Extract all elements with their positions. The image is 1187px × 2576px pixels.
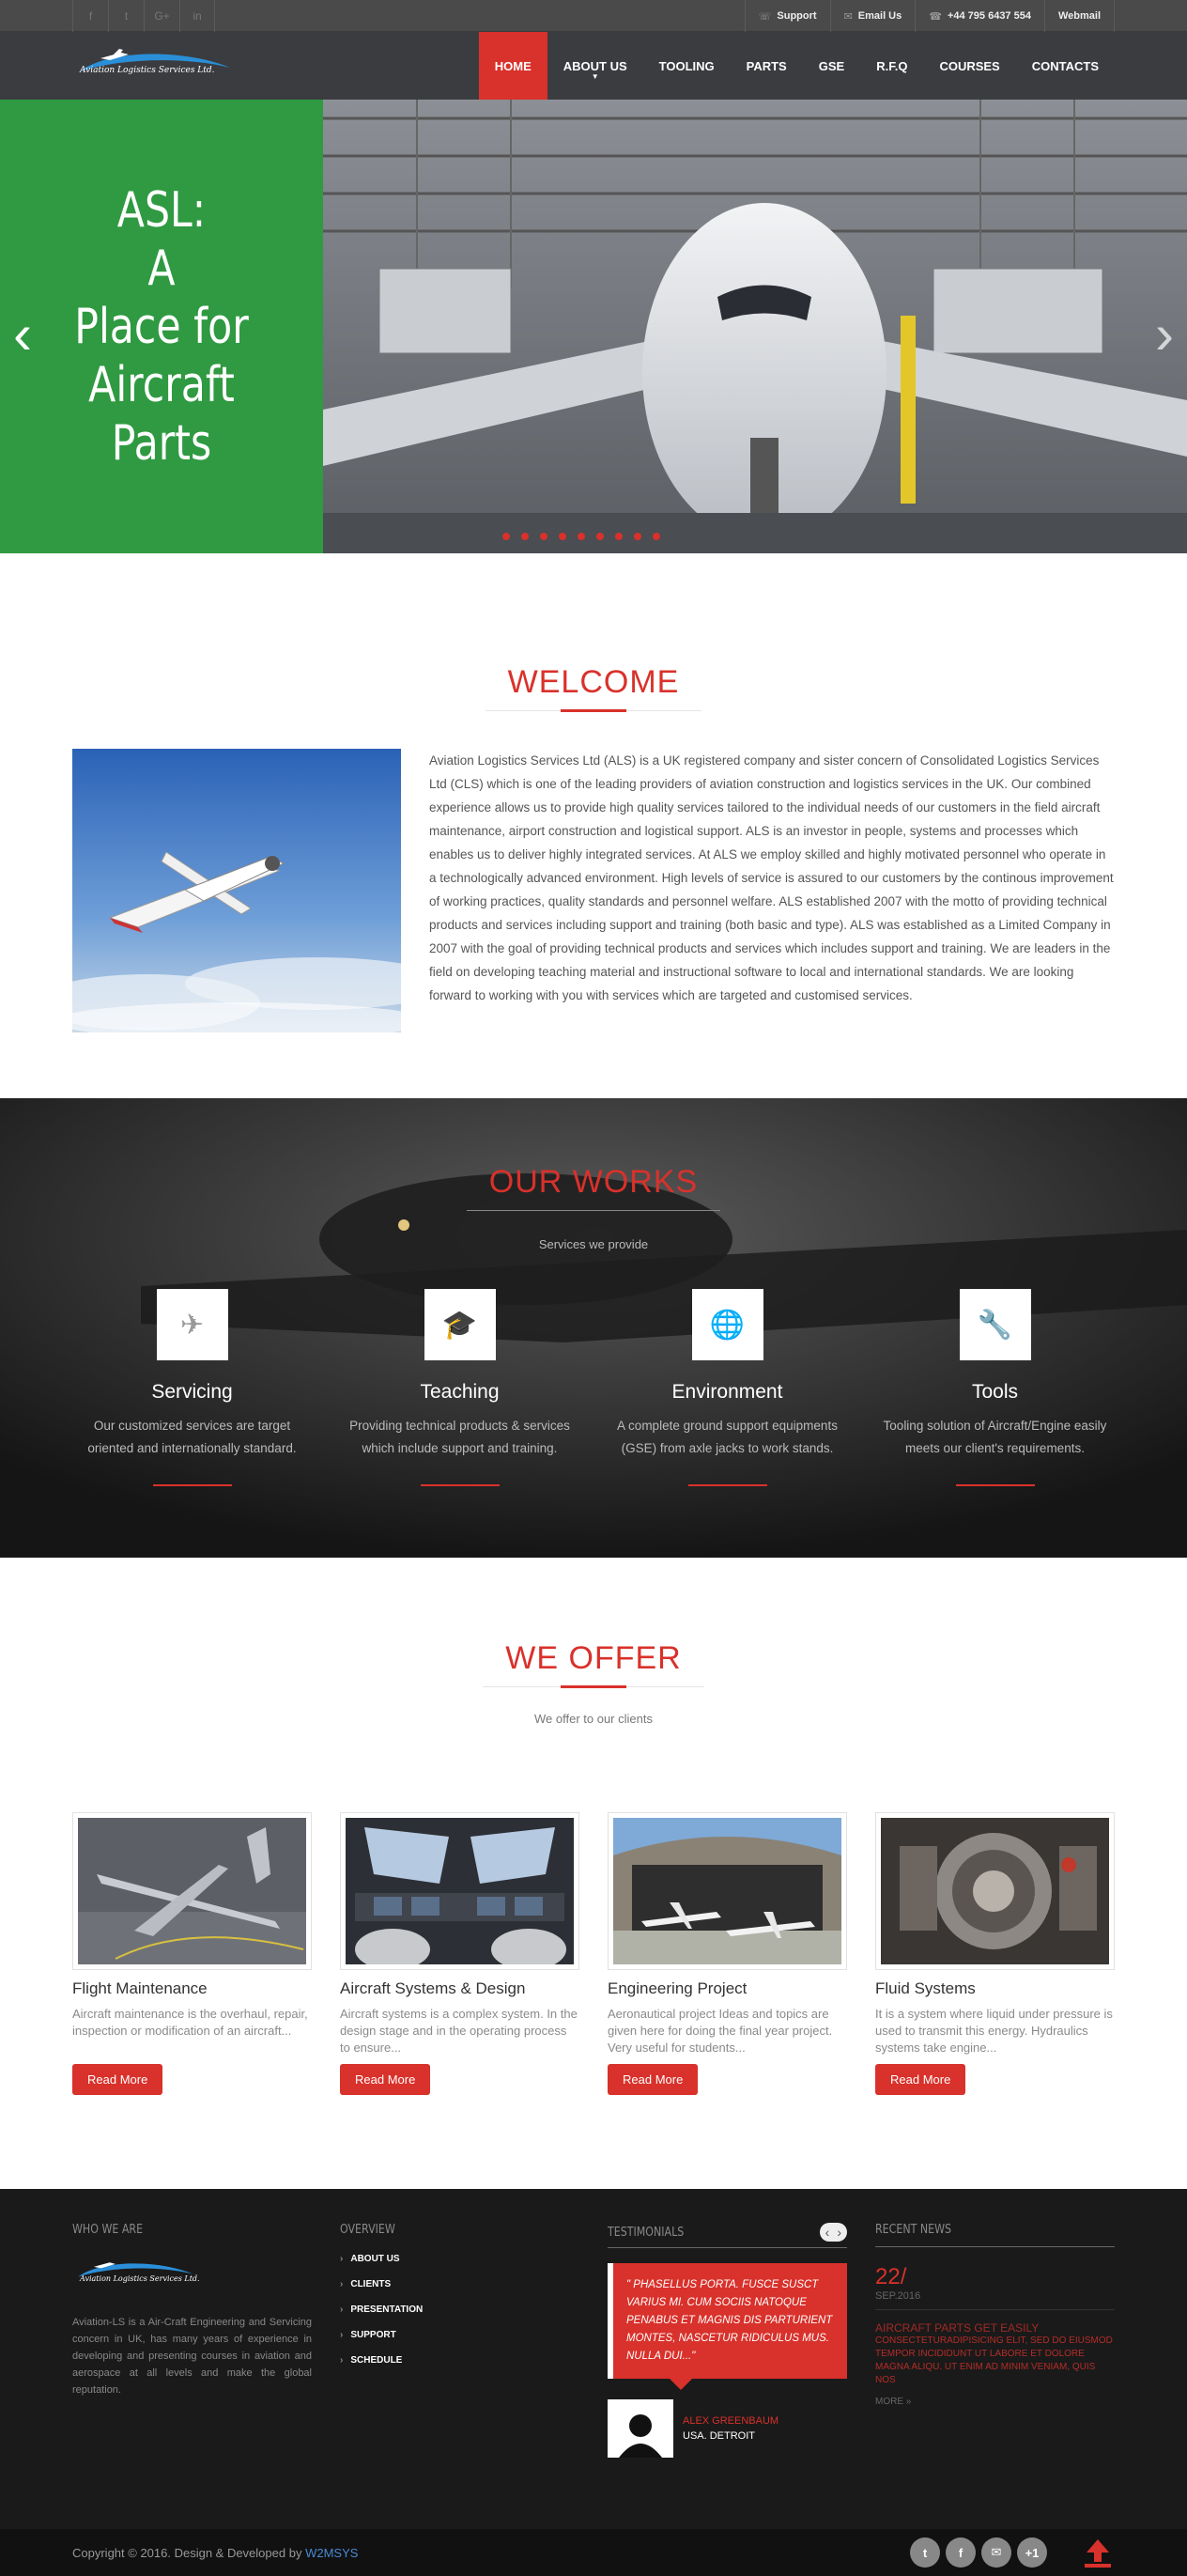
welcome-airplane-image xyxy=(72,749,401,1032)
facebook-icon[interactable]: f xyxy=(946,2537,976,2568)
support-icon: ☏ xyxy=(758,10,772,23)
slider-dot[interactable] xyxy=(578,533,585,540)
logo-swoosh-icon xyxy=(72,2254,194,2291)
developer-link[interactable]: W2MSYS xyxy=(305,2545,359,2560)
footer-link-presentation[interactable]: › PRESENTATION xyxy=(340,2297,579,2322)
works-subtitle: Services we provide xyxy=(538,1237,649,1251)
scroll-to-top-icon[interactable] xyxy=(1081,2536,1115,2569)
offer-image[interactable] xyxy=(608,1812,847,1970)
twitter-icon[interactable]: t xyxy=(108,0,144,32)
nav-gse[interactable]: GSE xyxy=(818,58,845,73)
engine-image xyxy=(881,1818,1109,1964)
airplane-icon: ✈ xyxy=(157,1289,228,1360)
read-more-button[interactable]: Read More xyxy=(72,2064,162,2095)
footer-link-about-us[interactable]: › ABOUT US xyxy=(340,2246,579,2272)
top-bar xyxy=(0,0,1187,32)
read-more-button[interactable]: Read More xyxy=(875,2064,965,2095)
person-silhouette-icon xyxy=(617,2409,664,2458)
caret-down-icon: ▼ xyxy=(591,72,599,81)
slider-dot[interactable] xyxy=(521,533,529,540)
footer-testimonials: TESTIMONIALS ‹ › " PHASELLUS PORTA. FUSCE SUSCT VARIUS MI. CUM SOCIIS NATOQUE PENABUS ET MAGNIS DIS PARTURIENT MONTES, NASCETUR RIDICULUS MUS. NULLA DUI..." ALEX GREENBAUM USA. DETROIT xyxy=(608,2223,847,2458)
work-item: 🌐 Environment A complete ground support equipments (GSE) from axle jacks to work stands. xyxy=(608,1289,847,1486)
offer-card: Fluid Systems It is a system where liquid under pressure is used to transmit this energy. Hydraulics systems take engine... Read More xyxy=(875,1812,1115,2095)
testimonial-location: USA. DETROIT xyxy=(683,2430,756,2442)
footer-recent-news: RECENT NEWS 22/ SEP.2016 AIRCRAFT PARTS GET EASILY CONSECTETURADIPISICING ELIT, SED DO EIUSMOD TEMPOR INCIDIDUNT UT LABORE ET DOLORE MAGNA ALIQU. UT ENIM AD MINIM VENIAM, QUIS NOS MORE » xyxy=(875,2223,1115,2458)
nav-rfq[interactable]: R.F.Q xyxy=(876,58,908,73)
nav-parts[interactable]: PARTS xyxy=(746,58,787,73)
footer-link-schedule[interactable]: › SCHEDULE xyxy=(340,2348,579,2373)
chevron-left-icon[interactable]: ‹ xyxy=(825,2225,830,2240)
footer-logo[interactable]: Aviation Logistics Services Ltd. xyxy=(72,2254,232,2299)
slider-dot[interactable] xyxy=(596,533,604,540)
slider-next-icon[interactable]: › xyxy=(1155,303,1174,365)
offer-image[interactable] xyxy=(72,1812,312,1970)
divider xyxy=(153,1484,232,1486)
site-logo[interactable]: Aviation Logistics Services Ltd. xyxy=(72,43,232,88)
works-section xyxy=(0,1098,1187,1558)
offer-card: Flight Maintenance Aircraft maintenance is the overhaul, repair, inspection or modification of an aircraft... Read More xyxy=(72,1812,312,2095)
linkedin-icon[interactable]: in xyxy=(179,0,215,32)
slider-dot[interactable] xyxy=(653,533,660,540)
divider xyxy=(421,1484,500,1486)
works-title: OUR WORKS xyxy=(467,1164,720,1211)
offer-card: Aircraft Systems & Design Aircraft systems is a complex system. In the design stage and in the operating process to ensure... Read More xyxy=(340,1812,579,2095)
offer-card: Engineering Project Aeronautical project Ideas and topics are given here for doing the final year project. Very useful for students... Read More xyxy=(608,1812,847,2095)
offer-title: WE OFFER xyxy=(483,1640,703,1687)
cockpit-image xyxy=(346,1818,574,1964)
slider-prev-icon[interactable]: ‹ xyxy=(13,303,32,365)
footer-social-links xyxy=(910,2536,1115,2569)
facebook-icon[interactable]: f xyxy=(72,0,108,32)
hero-caption-panel xyxy=(0,100,323,553)
wrench-icon: 🔧 xyxy=(960,1289,1031,1360)
nav-courses[interactable]: COURSES xyxy=(939,58,1000,73)
read-more-button[interactable]: Read More xyxy=(340,2064,430,2095)
hangar-image xyxy=(613,1818,841,1964)
nav-home[interactable]: HOME xyxy=(479,32,547,100)
welcome-title: WELCOME xyxy=(486,664,702,711)
hero-slider xyxy=(0,100,1187,553)
footer-link-clients[interactable]: › CLIENTS xyxy=(340,2272,579,2297)
top-links xyxy=(745,0,1115,32)
globe-icon: 🌐 xyxy=(692,1289,763,1360)
copyright-text: Copyright © 2016. Design & Developed by W2MSYS xyxy=(72,2545,359,2560)
offer-image[interactable] xyxy=(875,1812,1115,1970)
footer-overview: OVERVIEW › ABOUT US › CLIENTS › PRESENTATION › SUPPORT › SCHEDULE xyxy=(340,2223,579,2458)
slider-dot[interactable] xyxy=(615,533,623,540)
testimonial-quote: " PHASELLUS PORTA. FUSCE SUSCT VARIUS MI. CUM SOCIIS NATOQUE PENABUS ET MAGNIS DIS PARTURIENT MONTES, NASCETUR RIDICULUS MUS. NULLA DUI..." xyxy=(608,2263,847,2379)
news-more-link[interactable]: MORE » xyxy=(875,2397,912,2407)
email-link[interactable]: ✉ Email Us xyxy=(830,0,916,32)
nav-about-us[interactable]: ABOUT US ▼ xyxy=(563,58,627,81)
envelope-icon: ✉ xyxy=(843,10,853,23)
google-plus-icon[interactable]: +1 xyxy=(1017,2537,1047,2568)
slider-pagination xyxy=(502,533,660,540)
hero-aircraft-image xyxy=(323,100,1187,553)
webmail-link[interactable]: Webmail xyxy=(1044,0,1115,32)
top-social-links xyxy=(72,0,215,32)
news-day: 22/ xyxy=(875,2264,907,2289)
divider xyxy=(956,1484,1035,1486)
offer-subtitle: We offer to our clients xyxy=(534,1712,653,1726)
copyright-bar xyxy=(0,2529,1187,2576)
work-item: 🎓 Teaching Providing technical products & services which include support and training. xyxy=(340,1289,579,1486)
phone-link[interactable]: ☎ +44 795 6437 554 xyxy=(915,0,1044,32)
read-more-button[interactable]: Read More xyxy=(608,2064,698,2095)
site-footer xyxy=(0,2189,1187,2529)
nav-tooling[interactable]: TOOLING xyxy=(658,58,715,73)
footer-link-support[interactable]: › SUPPORT xyxy=(340,2322,579,2348)
testimonial-nav xyxy=(820,2223,847,2242)
email-icon[interactable]: ✉ xyxy=(981,2537,1011,2568)
site-header xyxy=(0,32,1187,100)
google-plus-icon[interactable]: G+ xyxy=(144,0,179,32)
testimonial-name: ALEX GREENBAUM xyxy=(683,2415,779,2427)
footer-who-we-are: WHO WE ARE Aviation Logistics Services Ltd. Aviation-LS is a Air-Craft Engineering and Servicing concern in UK, has many years of experience in developing and presenting courses in aviation and aerospace at all levels and make the global reputation. xyxy=(72,2223,312,2458)
hero-title: ASL: A Place for Aircraft Parts xyxy=(74,181,249,472)
chevron-right-icon[interactable]: › xyxy=(837,2225,841,2240)
slider-dot[interactable] xyxy=(540,533,547,540)
avatar xyxy=(608,2399,673,2458)
welcome-section xyxy=(0,553,1187,1098)
slider-dot[interactable] xyxy=(559,533,566,540)
news-headline[interactable]: AIRCRAFT PARTS GET EASILY xyxy=(875,2321,1040,2335)
work-item: ✈ Servicing Our customized services are target oriented and internationally standard. xyxy=(72,1289,312,1486)
offer-section xyxy=(0,1558,1187,2189)
divider xyxy=(688,1484,767,1486)
graduation-cap-icon: 🎓 xyxy=(424,1289,496,1360)
slider-dot[interactable] xyxy=(634,533,641,540)
support-link[interactable]: ☏ Support xyxy=(745,0,830,32)
work-item: 🔧 Tools Tooling solution of Aircraft/Engine easily meets our client's requirements. xyxy=(875,1289,1115,1486)
footer-about-text: Aviation-LS is a Air-Craft Engineering and Servicing concern in UK, has many years of experience in developing and presenting courses in aviation and aerospace at all levels and make the global reputation. xyxy=(72,2317,312,2396)
cargo-plane-image xyxy=(78,1818,306,1964)
news-month: SEP.2016 xyxy=(875,2290,1115,2310)
phone-icon: ☎ xyxy=(929,10,942,23)
main-nav xyxy=(479,32,1115,100)
nav-contacts[interactable]: CONTACTS xyxy=(1031,58,1099,73)
news-text: CONSECTETURADIPISICING ELIT, SED DO EIUSMOD TEMPOR INCIDIDUNT UT LABORE ET DOLORE MAGNA ALIQU. UT ENIM AD MINIM VENIAM, QUIS NOS xyxy=(875,2335,1113,2385)
offer-image[interactable] xyxy=(340,1812,579,1970)
welcome-text: Aviation Logistics Services Ltd (ALS) is a UK registered company and sister concern of Consolidated Logistics Services Ltd (CLS) which is one of the leading providers of aviation construction and logistics services in the UK. Our combined experience allows us to provide high quality services tailored to the individual needs of our customers in the field aircraft maintenance, airport construction and logistical support. ALS is an investor in people, systems and processes which enables us to deliver highly integrated services. At ALS we employ skilled and highly motivated personnel who operate in a technologically advanced environment. High levels of service is assured to our customers by the continous improvement of working practices, quality standards and personnel welfare. ALS established 2007 with the motto of providing technical products and services including support and training (both basic and type). ALS was established as a Limited Company in 2007 with the goal of providing technical products and services which includes support and training. We are leaders in the field on developing teaching material and instructional software to local and international standards. We are looking forward to working with you with services which are targeted and customised services. xyxy=(429,753,1114,1002)
twitter-icon[interactable]: t xyxy=(910,2537,940,2568)
slider-dot[interactable] xyxy=(502,533,510,540)
